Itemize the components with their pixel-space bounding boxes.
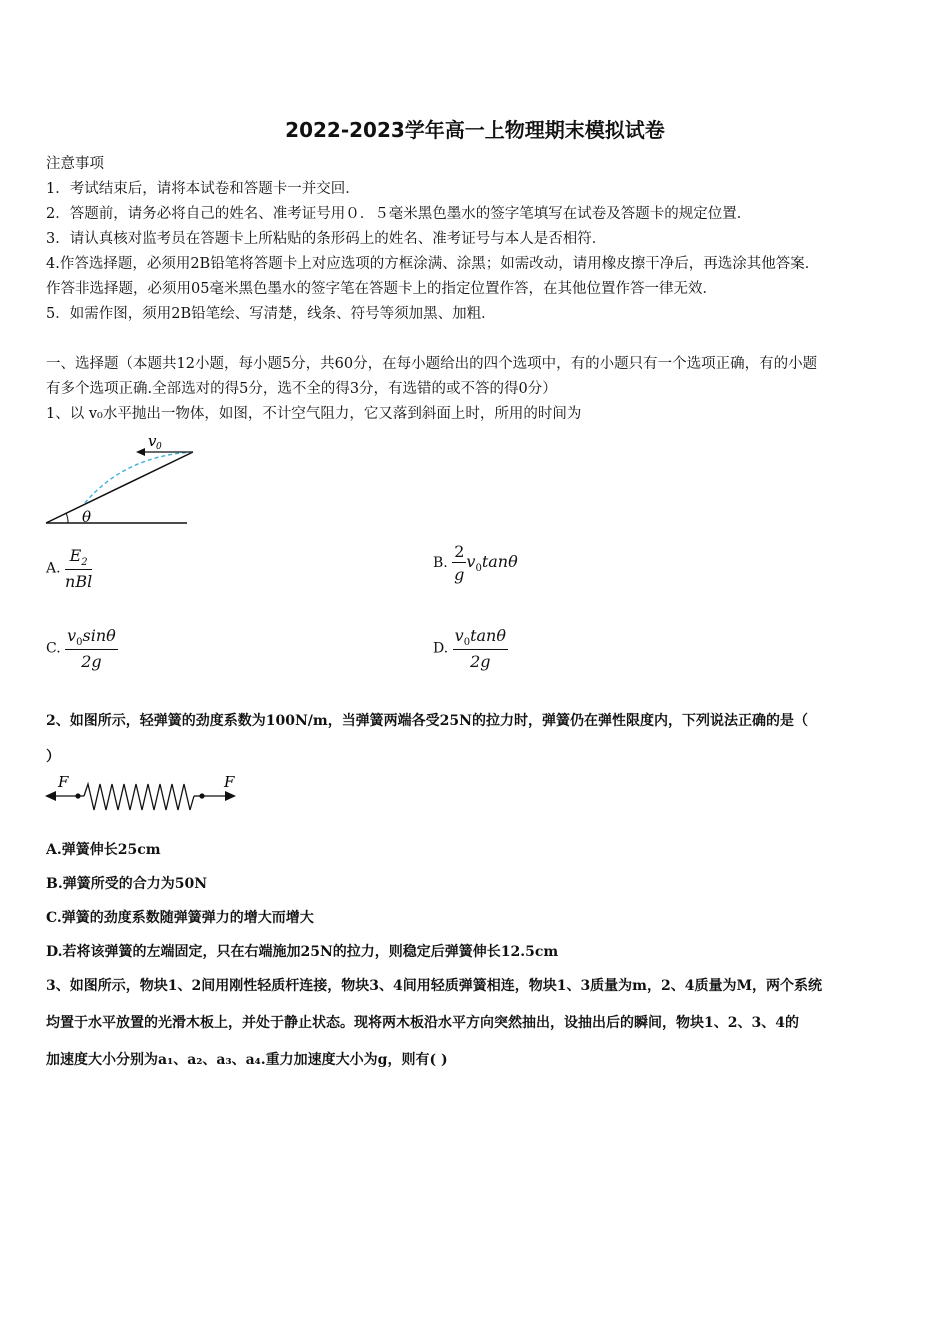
angle-arc <box>66 513 68 523</box>
page-title: 2022-2023学年高一上物理期末模拟试卷 <box>285 118 665 142</box>
notice-item: 5．如需作图，须用2B铅笔绘、写清楚，线条、符号等须加黑、加粗． <box>46 306 496 322</box>
incline-line <box>46 452 193 523</box>
option-2b[interactable]: B.弹簧所受的合力为50N <box>46 876 207 892</box>
fraction-tail: $v_0\tan\theta$ <box>466 551 518 575</box>
option-1d[interactable] <box>433 626 508 671</box>
question-2-stem: 2、如图所示，轻弹簧的劲度系数为100N/m，当弹簧两端各受25N的拉力时，弹簧仍在弹性限度内，下列说法正确的是（ <box>46 713 808 729</box>
option-label: B. <box>433 555 448 571</box>
fraction: $\frac{v_0\sin\theta}{2g}$ <box>67 626 116 672</box>
fraction: $\frac{2}{g}$ <box>454 542 465 584</box>
question-3-stem-cont: 均置于水平放置的光滑木板上，并处于静止状态。现将两木板沿水平方向突然抽出，设抽出后的瞬间，物块1、2、3、4的 <box>46 1015 799 1031</box>
spring-coil <box>84 784 194 810</box>
left-force-label: F <box>58 773 69 791</box>
option-2a[interactable]: A.弹簧伸长25cm <box>46 842 161 858</box>
section-heading-cont: 有多个选项正确.全部选对的得5分，选不全的得3分，有选错的或不答的得0分） <box>46 381 557 397</box>
velocity-subscript: 0 <box>156 442 162 452</box>
fraction: $\frac{E_2}{\text{nBl}}$ <box>65 546 93 592</box>
option-1c[interactable] <box>46 626 118 671</box>
question-3-stem: 3、如图所示，物块1、2间用刚性轻质杆连接，物块3、4间用轻质弹簧相连，物块1、3质量为m，2、4质量为M，两个系统 <box>46 978 822 994</box>
question-1-stem: 1、以 v₀水平抛出一物体，如图，不计空气阻力，它又落到斜面上时，所用的时间为 <box>46 406 582 422</box>
option-1a[interactable] <box>46 546 92 591</box>
option-label: C. <box>46 640 61 657</box>
angle-label: θ <box>82 508 92 526</box>
right-force-label: F <box>224 773 235 791</box>
velocity-arrowhead <box>136 448 145 456</box>
velocity-label: v <box>148 432 157 450</box>
option-2c[interactable]: C.弹簧的劲度系数随弹簧弹力的增大而增大 <box>46 910 314 926</box>
notice-item: 1．考试结束后，请将本试卷和答题卡一并交回． <box>46 181 360 197</box>
question-2-stem-cont: ） <box>46 749 60 765</box>
right-arrowhead <box>225 791 236 801</box>
notice-item: 3．请认真核对监考员在答题卡上所粘贴的条形码上的姓名、准考证号与本人是否相符． <box>46 231 607 247</box>
option-label: D. <box>433 640 449 657</box>
fraction: $\frac{v_0\tan\theta}{2g}$ <box>454 626 506 672</box>
notice-heading: 注意事项 <box>46 156 104 172</box>
option-2d[interactable]: D.若将该弹簧的左端固定，只在右端施加25N的拉力，则稳定后弹簧伸长12.5cm <box>46 944 559 960</box>
incline-projectile-figure <box>44 426 204 528</box>
notice-item: 2．答题前，请务必将自己的姓名、准考证号用０．５毫米黑色墨水的签字笔填写在试卷及答题卡的规定位置． <box>46 206 752 222</box>
question-3-stem-cont: 加速度大小分别为a₁、a₂、a₃、a₄.重力加速度大小为g，则有( ) <box>46 1052 448 1068</box>
section-heading: 一、选择题（本题共12小题，每小题5分，共60分，在每小题给出的四个选项中，有的小题只有一个选项正确，有的小题 <box>46 356 818 372</box>
option-label: A. <box>46 560 61 577</box>
option-1b[interactable] <box>433 542 518 584</box>
notice-item: 作答非选择题，必须用05毫米黑色墨水的签字笔在答题卡上的指定位置作答，在其他位置作答一律无效． <box>46 281 717 297</box>
spring-figure <box>44 772 240 816</box>
notice-item: 4.作答选择题，必须用2B铅笔将答题卡上对应选项的方框涂满、涂黑；如需改动，请用橡皮擦干净后，再选涂其他答案． <box>46 256 820 272</box>
